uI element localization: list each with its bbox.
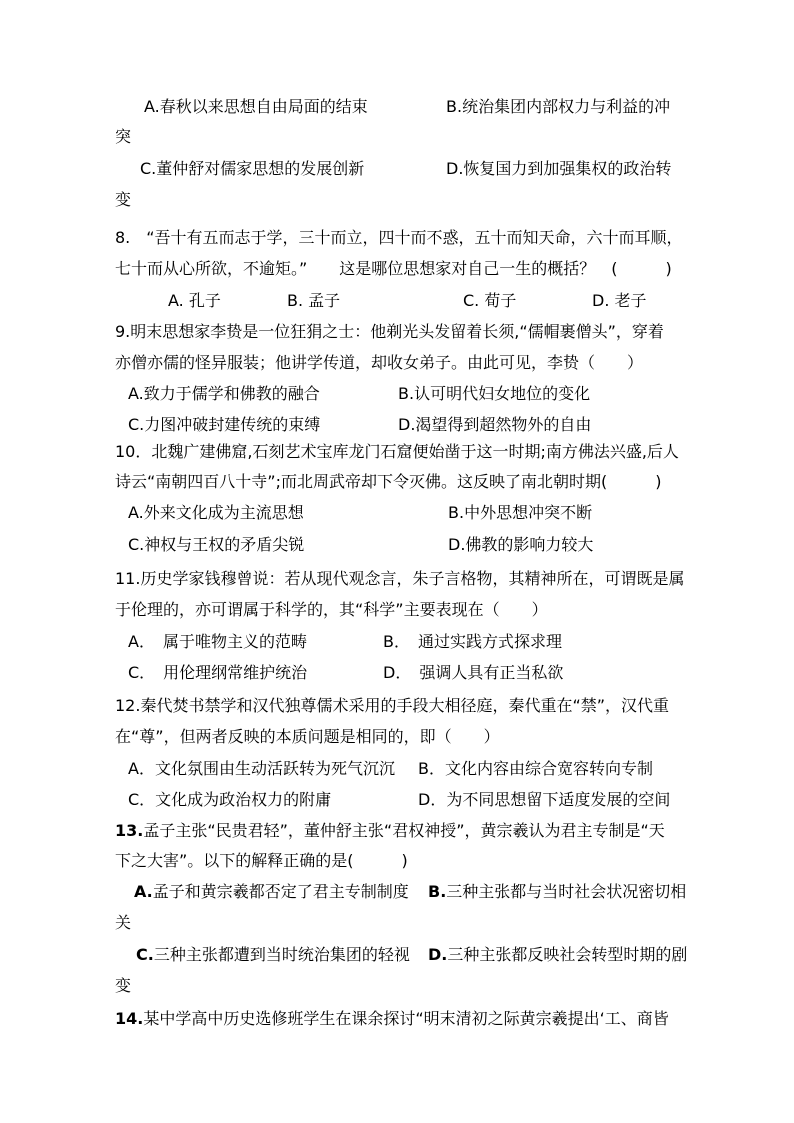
q10-option-d: D.佛教的影响力较大 — [448, 535, 594, 554]
q12-option-c: C．文化成为政治权力的附庸 — [128, 790, 332, 809]
q12-stem-line2: 在“尊”，但两者反映的本质问题是相同的，即（ ） — [115, 727, 500, 746]
q7-option-c: C.董仲舒对儒家思想的发展创新 — [140, 159, 365, 178]
q12-stem-line1: 12.秦代焚书禁学和汉代独尊儒术采用的手段大相径庭，秦代重在“禁”，汉代重 — [115, 696, 670, 715]
q11-option-d: D． 强调人具有正当私欲 — [383, 663, 564, 682]
q9-option-b: B.认可明代妇女地位的变化 — [398, 384, 591, 403]
q7-option-d-cont: 变 — [115, 190, 132, 209]
q9-option-a: A.致力于儒学和佛教的融合 — [128, 384, 320, 403]
q9-option-d: D.渴望得到超然物外的自由 — [398, 415, 592, 434]
q10-stem-line1: 10．北魏广建佛窟,石刻艺术宝库龙门石窟便始凿于这一时期;南方佛法兴盛,后人 — [115, 442, 679, 461]
q13-stem-line1 — [115, 820, 665, 842]
q8-stem-line1: 8. “吾十有五而志于学，三十而立，四十而不惑，五十而知天命，六十而耳顺， — [115, 228, 683, 247]
q7-option-b: B.统治集团内部权力与利益的冲 — [446, 97, 671, 116]
q13-option-b — [428, 881, 686, 903]
q11-stem-line1: 11.历史学家钱穆曾说：若从现代观念言，朱子言格物，其精神所在，可谓既是属 — [115, 569, 685, 588]
q13-option-b-text: 三种主张都与当时社会状况密切相 — [446, 882, 687, 901]
q7-option-b-cont: 突 — [115, 127, 132, 146]
q13-option-b-letter: B. — [428, 882, 447, 901]
q13-option-d-text: 三种主张都反映社会转型时期的剧 — [447, 945, 688, 964]
q10-option-a: A.外来文化成为主流思想 — [128, 503, 304, 522]
q9-stem-line2: 亦僧亦儒的怪异服装；他讲学传道，却收女弟子。由此可见，李贽（ ） — [115, 353, 644, 372]
q12-option-b: B．文化内容由综合宽容转向专制 — [418, 759, 653, 778]
q11-option-b: B． 通过实践方式探求理 — [383, 632, 562, 651]
q10-option-b: B.中外思想冲突不断 — [448, 503, 593, 522]
q13-option-a-text: 孟子和黄宗羲都否定了君主专制制度 — [152, 882, 409, 901]
q13-option-d-cont: 变 — [115, 976, 132, 995]
q9-stem-line1: 9.明末思想家李贽是一位狂狷之士：他剃光头发留着长须,“儒帽裹僧头”，穿着 — [115, 322, 664, 341]
q12-option-a: A．文化氛围由生动活跃转为死气沉沉 — [128, 759, 395, 778]
q7-option-a: A.春秋以来思想自由局面的结束 — [144, 97, 368, 116]
q13-stem-text1: 孟子主张“民贵君轻”，董仲舒主张“君权神授”，黄宗羲认为君主专制是“天 — [143, 821, 665, 840]
q8-option-a: A. 孔子 — [168, 291, 221, 310]
q13-option-b-cont: 关 — [115, 913, 132, 932]
q14-stem-text1: 某中学高中历史选修班学生在课余探讨“明末清初之际黄宗羲提出‘工、商皆 — [143, 1009, 669, 1028]
q13-option-c-letter: C. — [136, 945, 154, 964]
q11-option-c: C． 用伦理纲常维护统治 — [128, 663, 308, 682]
q12-option-d: D．为不同思想留下适度发展的空间 — [418, 790, 671, 809]
q11-option-a: A． 属于唯物主义的范畴 — [128, 632, 307, 651]
q13-stem-line2: 下之大害”。以下的解释正确的是( ) — [115, 851, 408, 870]
q9-option-c: C.力图冲破封建传统的束缚 — [128, 415, 321, 434]
q10-stem-line2: 诗云“南朝四百八十寺”;而北周武帝却下令灭佛。这反映了南北朝时期( ) — [115, 472, 662, 491]
q13-option-a-letter: A. — [134, 882, 153, 901]
q13-option-d-letter: D. — [428, 945, 448, 964]
q14-number: 14. — [115, 1009, 144, 1028]
q8-option-b: B. 孟子 — [287, 291, 341, 310]
q7-option-d: D.恢复国力到加强集权的政治转 — [446, 159, 672, 178]
q8-option-c: C. 荀子 — [463, 291, 517, 310]
q8-option-d: D. 老子 — [592, 291, 647, 310]
q14-stem-line1 — [115, 1008, 669, 1030]
q13-option-d — [428, 944, 687, 966]
q13-option-a — [134, 881, 409, 903]
q13-number: 13. — [115, 821, 144, 840]
q13-option-c-text: 三种主张都遭到当时统治集团的轻视 — [153, 945, 410, 964]
q10-option-c: C.神权与王权的矛盾尖锐 — [128, 535, 305, 554]
q11-stem-line2: 于伦理的，亦可谓属于科学的，其“科学”主要表现在（ ） — [115, 600, 548, 619]
q8-stem-line2: 七十而从心所欲，不逾矩。” 这是哪位思想家对自己一生的概括？ ( ) — [115, 259, 672, 278]
q13-option-c — [136, 944, 410, 966]
